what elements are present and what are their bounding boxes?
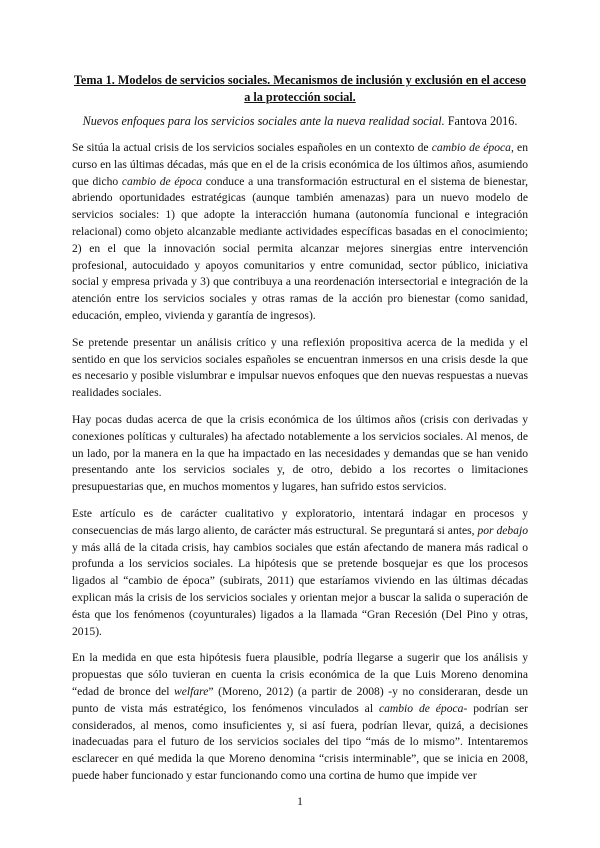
text-run: En la medida en que esta hipótesis fuera plausible, podría llegarse a sugerir que los análisis y propuestas que sólo tuvieran en cuenta la crisis económica de la que Luis Moreno denomina “edad de bronce del [72, 651, 528, 698]
subtitle-author-year: Fantova 2016. [444, 114, 518, 128]
page-number: 1 [297, 796, 303, 808]
text-run: y más allá de la citada crisis, hay cambios sociales que están afectando de manera más radical o profunda a los servicios sociales. La hipótesis que se pretende bosquejar es que los procesos ligados al “cambio de época” (subirats, 2011) que estaríamos viviendo en las últimas décadas explican más la crisis de los servicios sociales y orientan mejor a buscar la salida o superación de ésta que los fenómenos (coyunturales) ligados a la llamada “Gran Recesión (Del Pino y otras, 2015). [72, 540, 528, 638]
text-run: , en curso en las últimas décadas, más que en el de la crisis económica de los últimos años, asumiendo que dicho [72, 141, 528, 188]
text-run: conduce a una transformación estructural en el sistema de bienestar, abriendo oportunidades estratégicas (aunque también amenazas) para un nuevo modelo de servicios sociales: 1) que adopte la interacción humana (autonomía funcional e integración relacional) como objeto alcanzable mediante actividades específicas basadas en el conocimiento; 2) en el que la innovación social permita alcanzar mejores sinergias entre intervención profesional, autocuidado y apoyos comunitarios y entre comunidad, sector público, iniciativa social y empresa privada y 3) que contribuya a una reordenación intersectorial e integración de la atención entre los servicios sociales y otras ramas de la acción pro bienestar (como sanidad, educación, empleo, vivienda y garantía de ingresos). [72, 174, 528, 322]
document-body [72, 140, 528, 795]
text-run: - podrían ser considerados, al menos, como insuficientes y, si así fuera, podrían llevar, quizá, a decisiones inadecuadas para el futuro de los servicios sociales del tipo “más de lo mismo”. Intentaremos esclarecer en qué medida la que Moreno denomina “crisis interminable”, que se inicia en 2008, puede haber funcionado y estar funcionando como una cortina de humo que impide ver [72, 701, 529, 782]
paragraph [72, 506, 528, 640]
paragraph [72, 335, 528, 402]
text-run: Este artículo es de carácter cualitativo y exploratorio, intentará indagar en procesos y consecuencias de más largo aliento, de carácter más estructural. Se preguntará si antes, [72, 506, 528, 537]
italic-term: cambio de época [378, 701, 464, 715]
paragraph [72, 650, 528, 784]
paragraph [72, 412, 528, 496]
text-run: Se pretende presentar un análisis crítico y una reflexión propositiva acerca de la medida y el sentido en que los servicios sociales españoles se encuentran inmersos en una crisis desde la que es necesario y posible vislumbrar e impulsar nuevos enfoques que den nuevas respuestas a nuevas realidades sociales. [72, 335, 528, 400]
italic-term: por debajo [477, 523, 528, 537]
subtitle-reference: Nuevos enfoques para los servicios sociales ante la nueva realidad social. [82, 114, 445, 128]
italic-term: welfare [174, 684, 209, 698]
text-run: Se sitúa la actual crisis de los servicios sociales españoles en un contexto de [72, 141, 432, 154]
text-run: Hay pocas dudas acerca de que la crisis económica de los últimos años (crisis con derivadas y conexiones políticas y culturales) ha afectado notablemente a los servicios sociales. Al menos, de un lado, por la manera en la que ha impactado en las necesidades y demandas que se han venido presentando ante los servicios sociales y, de otro, debido a los recortes o limitaciones presupuestarias que, en muchos momentos y lugares, han sufrido estos servicios. [72, 412, 528, 494]
document-subtitle [72, 113, 528, 130]
text-run: ” (Moreno, 2012) (a partir de 2008) -y no consideraran, desde un punto de vista más estratégico, los fenómenos vinculados al [72, 684, 529, 715]
paragraph [72, 140, 528, 325]
italic-term: cambio de época [121, 174, 203, 188]
italic-term: cambio de época [431, 141, 511, 154]
document-title: Tema 1. Modelos de servicios sociales. Mecanismos de inclusión y exclusión en el acceso a la protección social. [73, 73, 527, 104]
